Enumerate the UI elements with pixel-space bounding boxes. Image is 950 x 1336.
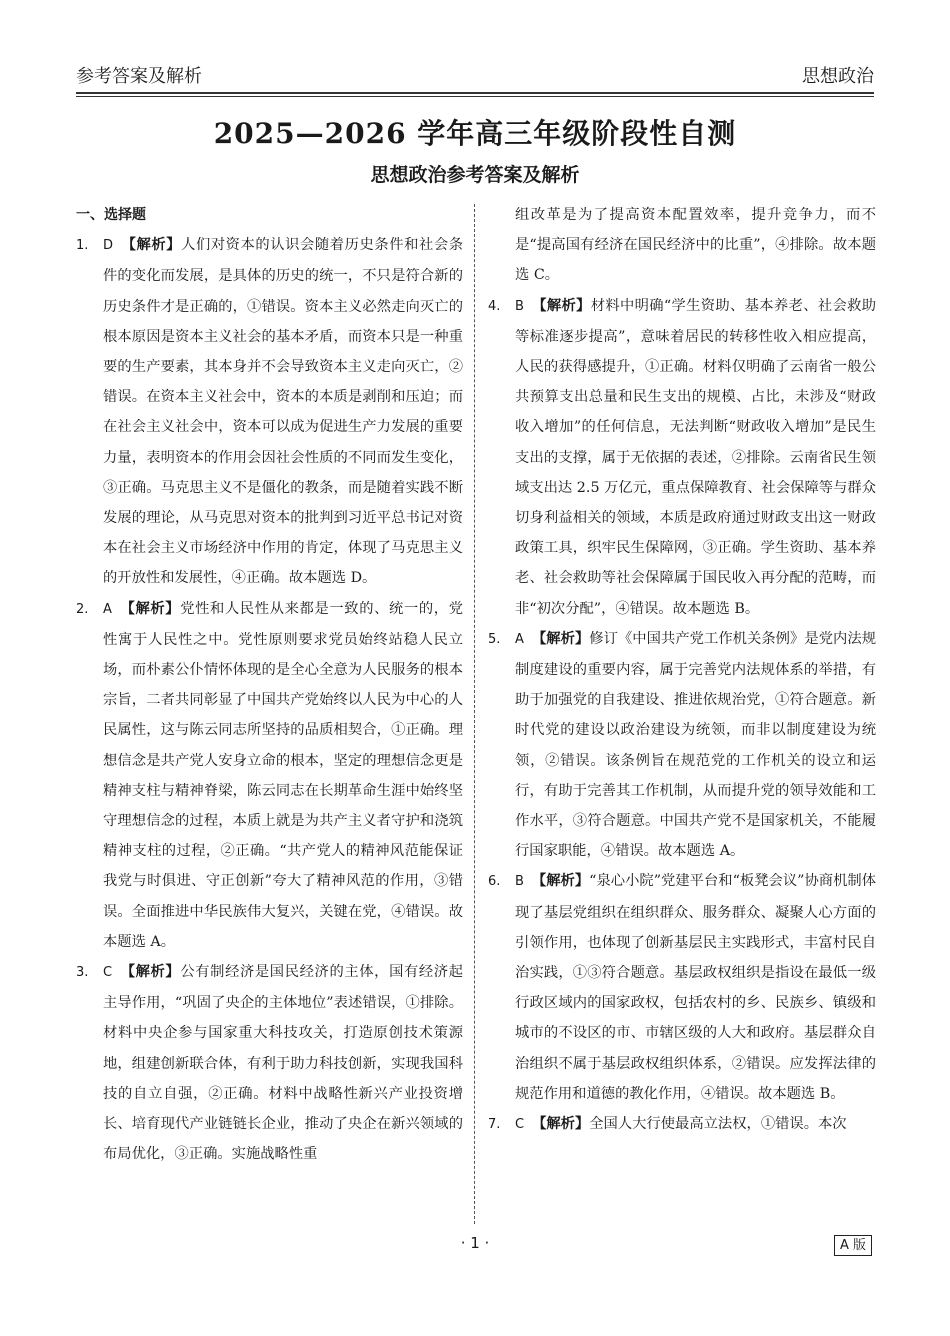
analysis-tag: 【解析】 <box>531 630 590 647</box>
left-column <box>76 200 463 1170</box>
analysis-text: 材料中明确“学生资助、基本养老、社会救助等标准逐步提高”，意味着居民的转移性收入相应提高，人民的获得感提升，①正确。材料仅明确了云南省一般公共预算支出总量和民生支出的规模、占比，未涉及“财政收入增加”的任何信息，无法判断“财政收入增加”是民生支出的支撑，属于无依据的表述，②排除。云南省民生领域支出达 2.5 万亿元，重点保障教育、社会保障等与群众切身利益相关的领域，本质是政府通过财政支出这一财政政策工具，织牢民生保障网，③正确。学生资助、基本养老、社会救助等社会保障属于国民收入再分配的范畴，而非“初次分配”，④错误。故本题选 B。 <box>515 297 876 617</box>
answer-item-3-continued: 组改革是为了提高资本配置效率，提升竞争力，而不是“提高国有经济在国民经济中的比重”，④排除。故本题选 C。 <box>515 207 876 284</box>
analysis-text: 党性和人民性从来都是一致的、统一的，党性寓于人民性之中。党性原则要求党员始终站稳人民立场，而朴素公仆情怀体现的是全心全意为人民服务的根本宗旨，二者共同彰显了中国共产党始终以人民为中心的人民属性，这与陈云同志所坚持的品质相契合，①正确。理想信念是共产党人安身立命的根本，坚定的理想信念更是精神支柱与精神脊梁，陈云同志在长期革命生涯中始终坚守理想信念的过程，本质上就是为共产主义者守护和浇筑精神支柱的过程，②正确。“共产党人的精神风范能保证我党与时俱进、守正创新”夸大了精神风范的作用，③错误。全面推进中华民族伟大复兴，关键在党，④错误。故本题选 A。 <box>103 600 464 950</box>
analysis-text: 人们对资本的认识会随着历史条件和社会条件的变化而发展，是具体的历史的统一，不只是符合新的历史条件才是正确的，①错误。资本主义必然走向灭亡的根本原因是资本主义社会的基本矛盾，而资本只是一种重要的生产要素，其本身并不会导致资本主义走向灭亡，②错误。在资本主义社会中，资本的本质是剥削和压迫；而在社会主义社会中，资本可以成为促进生产力发展的重要力量，表明资本的作用会因社会性质的不同而发生变化，③正确。马克思主义不是僵化的教条，而是随着实践不断发展的理论，从马克思对资本的批判到习近平总书记对资本在社会主义市场经济中作用的肯定，体现了马克思主义的开放性和发展性，④正确。故本题选 D。 <box>103 237 464 587</box>
analysis-tag: 【解析】 <box>531 297 591 314</box>
right-column <box>488 200 876 1140</box>
answer-choice: A <box>103 601 112 617</box>
column-divider <box>474 204 475 1224</box>
section-heading: 一、选择题 <box>76 207 146 223</box>
analysis-text: 全国人大行使最高立法权，①错误。本次 <box>589 1116 847 1133</box>
header-rule <box>76 92 874 94</box>
header-rule-thin <box>76 96 874 97</box>
answer-choice: A <box>515 631 524 647</box>
analysis-tag: 【解析】 <box>532 1116 590 1133</box>
answer-item-5: 5. A 【解析】修订《中国共产党工作机关条例》是党内法规制度建设的重要内容，属于完善党内法规体系的举措，有助于加强党的自我建设、推进依规治党，①符合题意。新时代党的建设以政治建设为统领，而非以制度建设为统领，②错误。该条例旨在规范党的工作机关的设立和运行，有助于完善其工作机制，从而提升党的领导效能和工作水平，③符合题意。中国共产党不是国家机关，不能履行国家职能，④错误。故本题选 A。 <box>488 630 876 860</box>
analysis-text: 公有制经济是国民经济的主体，国有经济起主导作用，“巩固了央企的主体地位”表述错误，①排除。材料中央企参与国家重大科技攻关，打造原创技术策源地，组建创新联合体，有利于助力科技创新，实现我国科技的自立自强，②正确。材料中战略性新兴产业投资增长、培育现代产业链链长企业，推动了央企在新兴领域的布局优化，③正确。实施战略性重 <box>103 964 464 1163</box>
analysis-tag: 【解析】 <box>119 600 181 617</box>
answer-item-6: 6. B 【解析】“泉心小院”党建平台和“板凳会议”协商机制体现了基层党组织在组织群众、服务群众、凝聚人心方面的引领作用，也体现了创新基层民主实践形式，丰富村民自治实践，①③符合题意。基层政权组织是指设在最低一级行政区域内的国家政权，包括农村的乡、民族乡、镇级和城市的不设区的市、市辖区级的人大和政府。基层群众自治组织不属于基层政权组织体系，②错误。应发挥法律的规范作用和道德的教化作用，④错误。故本题选 B。 <box>488 873 877 1102</box>
answer-item-2: 2. A 【解析】党性和人民性从来都是一致的、统一的，党性寓于人民性之中。党性原则要求党员始终站稳人民立场，而朴素公仆情怀体现的是全心全意为人民服务的根本宗旨，二者共同彰显了中国共产党始终以人民为中心的人民属性，这与陈云同志所坚持的品质相契合，①正确。理想信念是共产党人安身立命的根本，坚定的理想信念更是精神支柱与精神脊梁，陈云同志在长期革命生涯中始终坚守理想信念的过程，本质上就是为共产主义者守护和浇筑精神支柱的过程，②正确。“共产党人的精神风范能保证我党与时俱进、守正创新”夸大了精神风范的作用，③错误。全面推进中华民族伟大复兴，关键在党，④错误。故本题选 A。 <box>76 600 464 950</box>
version-badge: A 版 <box>834 1235 872 1256</box>
header-right: 思想政治 <box>802 66 874 87</box>
analysis-text: “泉心小院”党建平台和“板凳会议”协商机制体现了基层党组织在组织群众、服务群众、凝聚人心方面的引领作用，也体现了创新基层民主实践形式，丰富村民自治实践，①③符合题意。基层政权组织是指设在最低一级行政区域内的国家政权，包括农村的乡、民族乡、镇级和城市的不设区的市、市辖区级的人大和政府。基层群众自治组织不属于基层政权组织体系，②错误。应发挥法律的规范作用和道德的教化作用，④错误。故本题选 B。 <box>515 873 877 1102</box>
answer-choice: D <box>103 238 114 254</box>
page-subtitle: 思想政治参考答案及解析 <box>370 164 580 186</box>
answer-choice: C <box>103 965 113 981</box>
analysis-tag: 【解析】 <box>531 873 590 890</box>
page-title: 2025—2026 学年高三年级阶段性自测 <box>213 117 737 150</box>
page-number: · 1 · <box>460 1234 490 1252</box>
answer-item-3: 3. C 【解析】公有制经济是国民经济的主体，国有经济起主导作用，“巩固了央企的主体地位”表述错误，①排除。材料中央企参与国家重大科技攻关，打造原创技术策源地，组建创新联合体，有利于助力科技创新，实现我国科技的自立自强，②正确。材料中战略性新兴产业投资增长、培育现代产业链链长企业，推动了央企在新兴领域的布局优化，③正确。实施战略性重 <box>76 964 464 1163</box>
analysis-text: 修订《中国共产党工作机关条例》是党内法规制度建设的重要内容，属于完善党内法规体系的举措，有助于加强党的自我建设、推进依规治党，①符合题意。新时代党的建设以政治建设为统领，而非以制度建设为统领，②错误。该条例旨在规范党的工作机关的设立和运行，有助于完善其工作机制，从而提升党的领导效能和工作水平，③符合题意。中国共产党不是国家机关，不能履行国家职能，④错误。故本题选 A。 <box>515 630 876 860</box>
running-header <box>76 58 874 92</box>
header-left: 参考答案及解析 <box>76 66 202 87</box>
answer-item-7: 7. C 【解析】全国人大行使最高立法权，①错误。本次 <box>488 1116 847 1133</box>
answer-item-4: 4. B 【解析】材料中明确“学生资助、基本养老、社会救助等标准逐步提高”，意味着居民的转移性收入相应提高，人民的获得感提升，①正确。材料仅明确了云南省一般公共预算支出总量和民生支出的规模、占比，未涉及“财政收入增加”的任何信息，无法判断“财政收入增加”是民生支出的支撑，属于无依据的表述，②排除。云南省民生领域支出达 2.5 万亿元，重点保障教育、社会保障等与群众切身利益相关的领域，本质是政府通过财政支出这一财政政策工具，织牢民生保障网，③正确。学生资助、基本养老、社会救助等社会保障属于国民收入再分配的范畴，而非“初次分配”，④错误。故本题选 B。 <box>488 297 876 617</box>
answer-choice: B <box>515 298 524 314</box>
analysis-tag: 【解析】 <box>120 964 181 981</box>
answer-choice: C <box>515 1117 525 1133</box>
analysis-tag: 【解析】 <box>121 237 182 254</box>
answer-choice: B <box>515 874 524 890</box>
answer-item-1: 1. D 【解析】人们对资本的认识会随着历史条件和社会条件的变化而发展，是具体的历史的统一，不只是符合新的历史条件才是正确的，①错误。资本主义必然走向灭亡的根本原因是资本主义社会的基本矛盾，而资本只是一种重要的生产要素，其本身并不会导致资本主义走向灭亡，②错误。在资本主义社会中，资本的本质是剥削和压迫；而在社会主义社会中，资本可以成为促进生产力发展的重要力量，表明资本的作用会因社会性质的不同而发生变化，③正确。马克思主义不是僵化的教条，而是随着实践不断发展的理论，从马克思对资本的批判到习近平总书记对资本在社会主义市场经济中作用的肯定，体现了马克思主义的开放性和发展性，④正确。故本题选 D。 <box>76 237 464 587</box>
